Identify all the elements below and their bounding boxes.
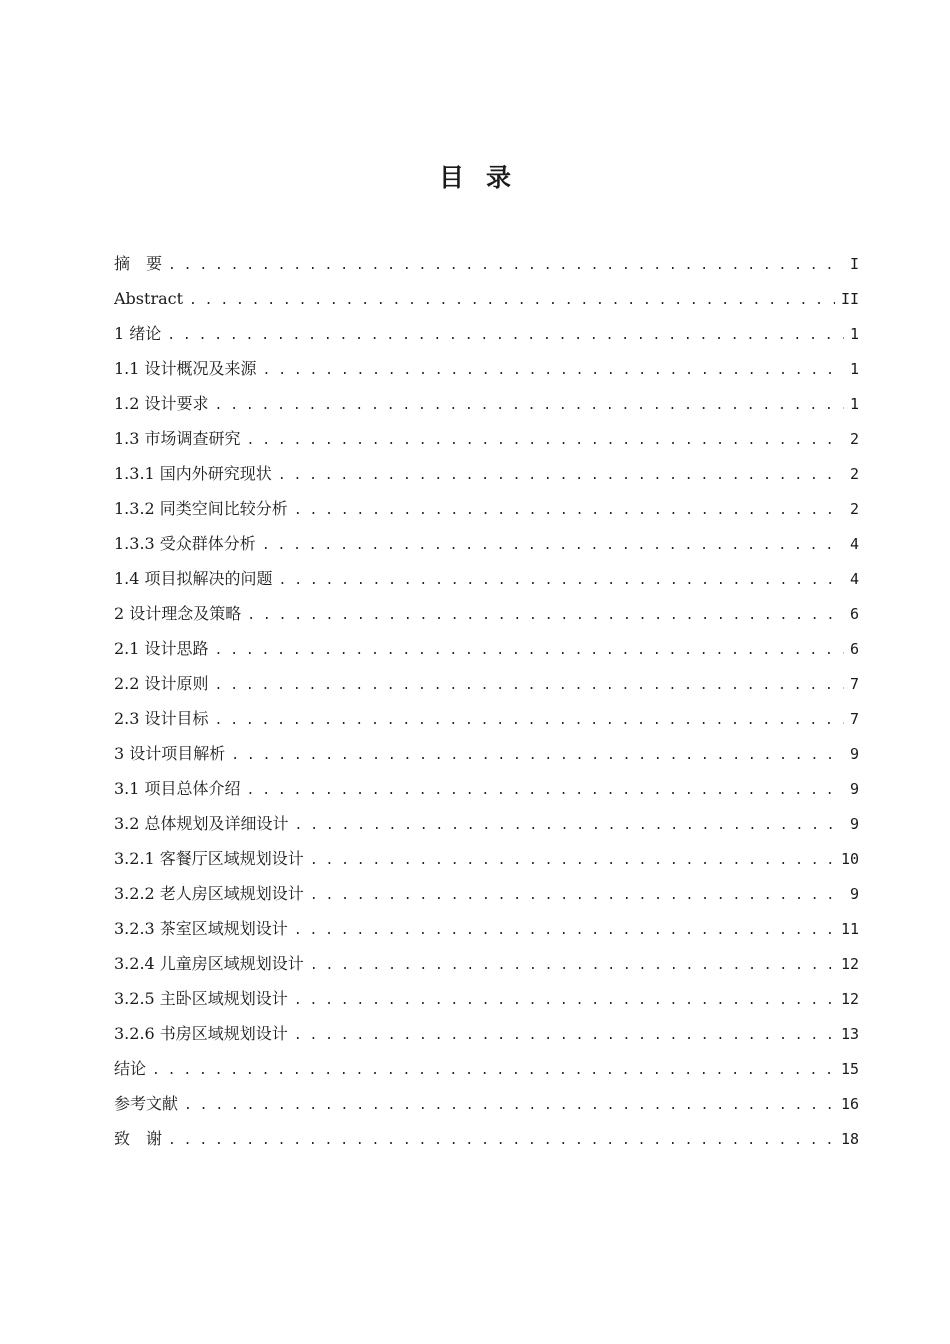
toc-entry-page-number: 7 xyxy=(849,675,859,693)
toc-dot-leader xyxy=(168,248,844,283)
toc-entry-page-number: 13 xyxy=(840,1025,859,1043)
toc-entry-page-number: 4 xyxy=(849,570,859,588)
toc-entry[interactable] xyxy=(114,876,859,911)
toc-entry-label: 3.2.4 儿童房区域规划设计 xyxy=(114,954,304,973)
toc-entry-label: 参考文献 xyxy=(114,1094,179,1113)
toc-entry-label: 1.1 设计概况及来源 xyxy=(114,359,257,378)
toc-entry[interactable] xyxy=(114,911,859,946)
toc-entry[interactable] xyxy=(114,841,859,876)
toc-entry-label: 1.3.2 同类空间比较分析 xyxy=(114,499,288,518)
toc-entry-label: 3.2.2 老人房区域规划设计 xyxy=(114,884,304,903)
toc-entry-page-number: 1 xyxy=(849,360,859,378)
toc-entry-page-number: 9 xyxy=(849,885,859,903)
toc-entry[interactable] xyxy=(114,1086,859,1121)
toc-entry-label: 1.3 市场调查研究 xyxy=(114,429,241,448)
toc-entry-page-number: 7 xyxy=(849,710,859,728)
toc-entry-label: 3 设计项目解析 xyxy=(114,744,226,763)
toc-entry-page-number: 15 xyxy=(840,1060,859,1078)
toc-entry[interactable] xyxy=(114,246,859,281)
toc-entry-page-number: 9 xyxy=(849,745,859,763)
toc-entry-page-number: 12 xyxy=(840,990,859,1008)
toc-entry-label: 1 绪论 xyxy=(114,324,162,343)
toc-dot-leader xyxy=(294,983,835,1018)
toc-entry[interactable] xyxy=(114,806,859,841)
toc-dot-leader xyxy=(215,633,844,668)
toc-entry[interactable] xyxy=(114,491,859,526)
toc-entry-page-number: 6 xyxy=(849,640,859,658)
toc-entry[interactable] xyxy=(114,281,859,316)
toc-dot-leader xyxy=(231,738,844,773)
toc-entry-label: 2 设计理念及策略 xyxy=(114,604,242,623)
toc-entry-page-number: 2 xyxy=(849,430,859,448)
toc-dot-leader xyxy=(278,458,844,493)
toc-dot-leader xyxy=(294,913,835,948)
toc-entry-label: 2.2 设计原则 xyxy=(114,674,209,693)
toc-entry-label: 3.2.6 书房区域规划设计 xyxy=(114,1024,288,1043)
toc-entry-page-number: 16 xyxy=(840,1095,859,1113)
toc-entry-page-number: 1 xyxy=(849,395,859,413)
toc-entry[interactable] xyxy=(114,736,859,771)
toc-entry-page-number: II xyxy=(840,290,859,308)
toc-entry-label: 1.3.3 受众群体分析 xyxy=(114,534,256,553)
toc-entry[interactable] xyxy=(114,1016,859,1051)
toc-entry-page-number: 2 xyxy=(849,465,859,483)
toc-dot-leader xyxy=(168,1123,835,1158)
toc-entry[interactable] xyxy=(114,981,859,1016)
toc-entry[interactable] xyxy=(114,386,859,421)
toc-entry-page-number: 12 xyxy=(840,955,859,973)
toc-dot-leader xyxy=(189,283,835,318)
toc-dot-leader xyxy=(247,773,844,808)
toc-entry[interactable] xyxy=(114,526,859,561)
toc-entry-page-number: 10 xyxy=(840,850,859,868)
toc-dot-leader xyxy=(184,1088,835,1123)
toc-entry-label: 3.1 项目总体介绍 xyxy=(114,779,241,798)
toc-entry-page-number: 6 xyxy=(849,605,859,623)
toc-entry[interactable] xyxy=(114,316,859,351)
toc-dot-leader xyxy=(215,668,844,703)
toc-dot-leader xyxy=(295,808,844,843)
toc-dot-leader xyxy=(247,598,844,633)
toc-dot-leader xyxy=(247,423,844,458)
toc-entry-label: 3.2.3 茶室区域规划设计 xyxy=(114,919,288,938)
toc-entry-page-number: 9 xyxy=(849,815,859,833)
toc-entry[interactable] xyxy=(114,1121,859,1156)
toc-entry-label: 3.2.1 客餐厅区域规划设计 xyxy=(114,849,304,868)
page-title-part2: 录 xyxy=(486,163,512,192)
toc-entry-label: 2.3 设计目标 xyxy=(114,709,209,728)
toc-dot-leader xyxy=(263,353,844,388)
toc-entry[interactable] xyxy=(114,701,859,736)
toc-entry-label: 3.2.5 主卧区域规划设计 xyxy=(114,989,288,1008)
toc-entry-page-number: 11 xyxy=(840,920,859,938)
toc-entry[interactable] xyxy=(114,561,859,596)
toc-entry-label: 致 谢 xyxy=(114,1129,163,1148)
toc-entry-label: 2.1 设计思路 xyxy=(114,639,209,658)
toc-entry[interactable] xyxy=(114,456,859,491)
toc-entry[interactable] xyxy=(114,1051,859,1086)
toc-entry-label: Abstract xyxy=(114,289,184,308)
toc-dot-leader xyxy=(215,388,844,423)
toc-entry[interactable] xyxy=(114,351,859,386)
toc-entry-page-number: 4 xyxy=(849,535,859,553)
toc-entry-label: 3.2 总体规划及详细设计 xyxy=(114,814,289,833)
page-title-part1: 目 xyxy=(438,163,464,192)
toc-dot-leader xyxy=(294,1018,835,1053)
toc-dot-leader xyxy=(152,1053,835,1088)
toc-entry-page-number: 2 xyxy=(849,500,859,518)
toc-dot-leader xyxy=(262,528,844,563)
toc-entry-label: 1.2 设计要求 xyxy=(114,394,209,413)
toc-dot-leader xyxy=(310,878,844,913)
toc-entry-label: 摘 要 xyxy=(114,254,163,273)
toc-entry-label: 1.4 项目拟解决的问题 xyxy=(114,569,273,588)
toc-dot-leader xyxy=(167,318,844,353)
toc-entry[interactable] xyxy=(114,631,859,666)
toc-dot-leader xyxy=(310,843,835,878)
toc-entry-page-number: I xyxy=(849,255,859,273)
toc-entry[interactable] xyxy=(114,946,859,981)
toc-dot-leader xyxy=(310,948,835,983)
toc-dot-leader xyxy=(215,703,844,738)
toc-entry[interactable] xyxy=(114,771,859,806)
toc-entry[interactable] xyxy=(114,666,859,701)
toc-entry[interactable] xyxy=(114,421,859,456)
toc-entry-page-number: 9 xyxy=(849,780,859,798)
toc-entry-label: 结论 xyxy=(114,1059,147,1078)
toc-dot-leader xyxy=(294,493,844,528)
toc-dot-leader xyxy=(279,563,844,598)
table-of-contents xyxy=(114,246,859,1156)
toc-entry[interactable] xyxy=(114,596,859,631)
toc-entry-label: 1.3.1 国内外研究现状 xyxy=(114,464,272,483)
page-title xyxy=(0,158,950,194)
toc-entry-page-number: 1 xyxy=(849,325,859,343)
toc-entry-page-number: 18 xyxy=(840,1130,859,1148)
